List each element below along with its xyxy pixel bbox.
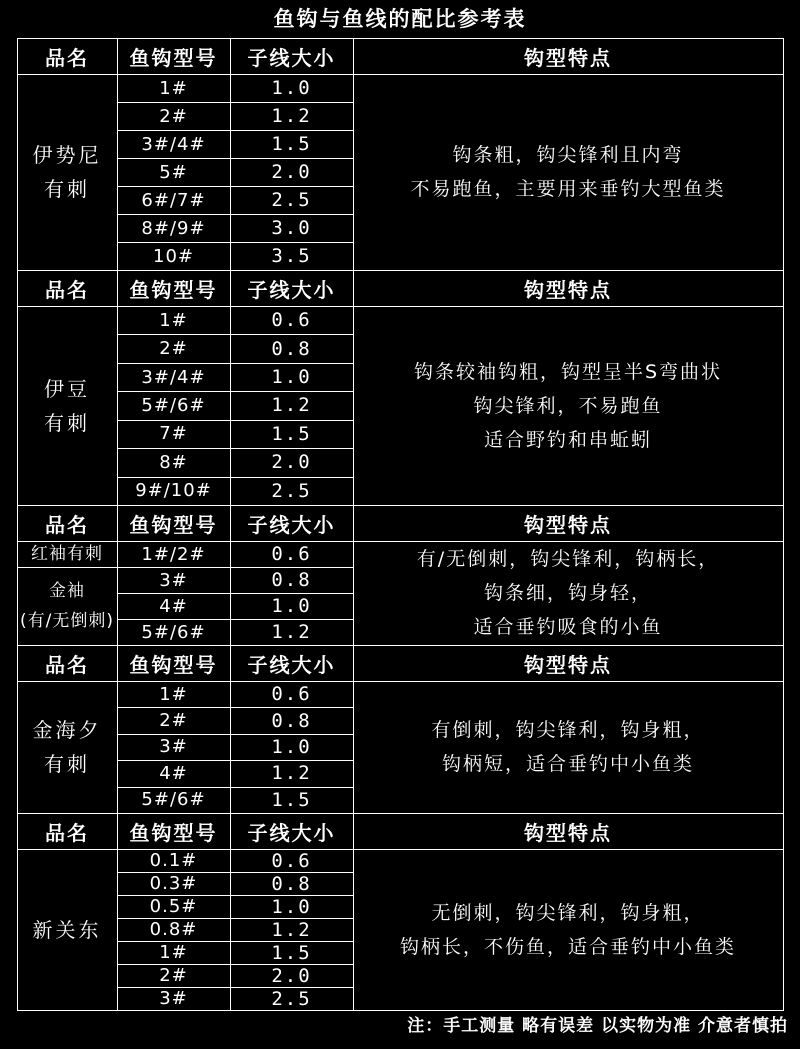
row-divider (117, 448, 353, 449)
line-size-cell: 2.0 (271, 964, 312, 987)
row-divider (117, 477, 353, 478)
hook-size-cell: 3# (159, 569, 188, 591)
section-divider (17, 505, 783, 506)
hook-size-cell: 6#/7# (141, 189, 206, 211)
product-name (17, 567, 117, 645)
line-size-cell: 1.0 (271, 77, 312, 99)
line-size-cell: 1.0 (271, 895, 312, 918)
feature-line: 适合垂钓吸食的小鱼 (473, 616, 663, 638)
hook-size-cell: 1# (159, 309, 188, 331)
hook-features (353, 74, 783, 270)
hook-size-cell: 0.5# (149, 896, 198, 917)
row-divider (117, 734, 353, 735)
hook-size-cell: 2# (159, 338, 188, 360)
line-size-cell: 0.6 (271, 543, 312, 565)
hook-features (353, 306, 783, 505)
feature-line: 钩尖锋利，不易跑鱼 (473, 394, 663, 417)
hook-features (353, 541, 783, 645)
line-size-cell: 2.5 (271, 479, 312, 502)
hook-size-cell: 10# (153, 245, 194, 267)
line-size-cell: 0.8 (271, 709, 312, 732)
feature-line: 有倒刺，钩尖锋利，钩身粗， (431, 719, 705, 741)
footnote: 注：手工测量 略有误差 以实物为准 介意者慎拍 (407, 1016, 788, 1036)
product-name-line: 新关东 (32, 917, 102, 942)
line-size-cell: 1.2 (271, 394, 312, 417)
product-name (17, 541, 117, 567)
header-hook: 鱼钩型号 (129, 820, 218, 845)
hook-size-cell: 8# (159, 451, 188, 473)
row-divider (117, 363, 353, 364)
header-name: 品名 (45, 45, 89, 70)
row-divider (117, 214, 353, 215)
feature-line: 不易跑鱼，主要用来垂钓大型鱼类 (410, 178, 726, 200)
header-feature: 钩型特点 (524, 652, 612, 677)
header-line: 子线大小 (247, 277, 336, 302)
row-divider (117, 872, 353, 873)
header-name: 品名 (45, 512, 89, 537)
line-size-cell: 3.0 (271, 217, 312, 239)
header-hook: 鱼钩型号 (129, 45, 218, 70)
product-name-line: 有刺 (44, 752, 90, 776)
line-size-cell: 1.0 (271, 366, 312, 389)
line-size-cell: 0.8 (271, 569, 312, 591)
line-size-cell: 0.8 (271, 872, 312, 895)
line-size-cell: 1.2 (271, 621, 312, 643)
hook-size-cell: 0.8# (149, 919, 198, 940)
line-size-cell: 0.6 (271, 309, 312, 332)
hook-size-cell: 4# (159, 762, 188, 784)
row-divider (117, 158, 353, 159)
row-divider (117, 102, 353, 103)
hook-size-cell: 1# (159, 942, 188, 963)
hook-size-cell: 3# (159, 736, 188, 758)
row-divider (117, 420, 353, 421)
product-name-line: 有刺 (44, 410, 90, 435)
header-name: 品名 (45, 820, 89, 845)
header-hook: 鱼钩型号 (129, 512, 218, 537)
feature-line: 有/无倒刺，钩尖锋利，钩柄长， (416, 548, 720, 570)
product-name-line: (有/无倒刺) (20, 611, 114, 631)
hook-size-cell: 5#/6# (141, 789, 206, 811)
product-name (17, 681, 117, 813)
line-size-cell: 1.0 (271, 735, 312, 758)
line-size-cell: 2.5 (271, 987, 312, 1010)
line-size-cell: 0.6 (271, 849, 312, 872)
line-size-cell: 0.8 (271, 337, 312, 360)
table-border-right (783, 38, 784, 1011)
row-divider (117, 186, 353, 187)
product-name (17, 849, 117, 1010)
header-line: 子线大小 (247, 820, 336, 845)
section-divider (17, 645, 783, 646)
row-divider (117, 760, 353, 761)
header-hook: 鱼钩型号 (129, 277, 218, 302)
product-name-line: 金海夕 (32, 718, 102, 742)
header-feature: 钩型特点 (524, 512, 612, 537)
row-divider (117, 895, 353, 896)
row-divider (117, 964, 353, 965)
feature-line: 钩条粗，钩尖锋利且内弯 (452, 144, 684, 166)
hook-size-cell: 4# (159, 595, 188, 617)
line-size-cell: 1.5 (271, 941, 312, 964)
hook-size-cell: 7# (159, 423, 188, 445)
feature-line: 无倒刺，钩尖锋利，钩身粗， (431, 901, 705, 924)
product-name (17, 74, 117, 270)
hook-size-cell: 2# (159, 105, 188, 127)
hook-features (353, 681, 783, 813)
line-size-cell: 1.5 (271, 788, 312, 811)
row-divider (117, 707, 353, 708)
hook-size-cell: 2# (159, 710, 188, 732)
line-size-cell: 3.5 (271, 245, 312, 267)
feature-line: 钩柄长，不伤鱼，适合垂钓中小鱼类 (399, 935, 736, 958)
row-divider (117, 787, 353, 788)
header-feature: 钩型特点 (524, 277, 612, 302)
row-divider (117, 391, 353, 392)
section-divider (17, 813, 783, 814)
product-name-line: 红袖有刺 (31, 544, 103, 564)
hook-size-cell: 3# (159, 988, 188, 1009)
feature-line: 钩柄短，适合垂钓中小鱼类 (441, 753, 694, 775)
name-divider (17, 567, 117, 568)
header-hook: 鱼钩型号 (129, 652, 218, 677)
product-name (17, 306, 117, 505)
hook-size-cell: 0.1# (149, 850, 198, 871)
line-size-cell: 2.0 (271, 161, 312, 183)
table-border-bottom (17, 1010, 784, 1011)
feature-line: 钩条较袖钩粗，钩型呈半S弯曲状 (413, 360, 723, 383)
feature-line: 适合野钓和串蚯蚓 (483, 428, 652, 451)
row-divider (117, 242, 353, 243)
hook-size-cell: 2# (159, 965, 188, 986)
line-size-cell: 1.0 (271, 595, 312, 617)
page-title: 鱼钩与鱼线的配比参考表 (273, 7, 527, 31)
hook-size-cell: 3#/4# (141, 366, 206, 388)
row-divider (117, 130, 353, 131)
row-divider (117, 334, 353, 335)
row-divider (117, 593, 353, 594)
hook-size-cell: 5#/6# (141, 394, 206, 416)
row-divider (117, 918, 353, 919)
section-divider (17, 270, 783, 271)
product-name-line: 伊豆 (44, 376, 90, 401)
hook-size-cell: 5#/6# (141, 621, 206, 643)
line-size-cell: 1.2 (271, 105, 312, 127)
header-name: 品名 (45, 277, 89, 302)
hook-size-cell: 1# (159, 77, 188, 99)
header-feature: 钩型特点 (524, 820, 612, 845)
product-name-line: 伊势尼 (32, 143, 102, 167)
line-size-cell: 1.5 (271, 133, 312, 155)
header-line: 子线大小 (247, 512, 336, 537)
header-feature: 钩型特点 (524, 45, 612, 70)
hook-size-cell: 5# (159, 161, 188, 183)
product-name-line: 金袖 (49, 581, 85, 601)
row-divider (117, 987, 353, 988)
row-divider (117, 941, 353, 942)
line-size-cell: 2.0 (271, 451, 312, 474)
hook-size-cell: 1#/2# (141, 543, 206, 565)
row-divider (117, 567, 353, 568)
header-line: 子线大小 (247, 652, 336, 677)
hook-size-cell: 1# (159, 683, 188, 705)
line-size-cell: 2.5 (271, 189, 312, 211)
hook-size-cell: 9#/10# (135, 480, 212, 502)
hook-size-cell: 0.3# (149, 873, 198, 894)
feature-line: 钩条细，钩身轻， (483, 582, 652, 604)
product-name-line: 有刺 (44, 177, 90, 201)
hook-features (353, 849, 783, 1010)
line-size-cell: 1.2 (271, 918, 312, 941)
row-divider (117, 619, 353, 620)
header-line: 子线大小 (247, 45, 336, 70)
line-size-cell: 1.5 (271, 422, 312, 445)
hook-size-cell: 3#/4# (141, 133, 206, 155)
line-size-cell: 0.6 (271, 683, 312, 706)
line-size-cell: 1.2 (271, 762, 312, 785)
header-name: 品名 (45, 652, 89, 677)
hook-size-cell: 8#/9# (141, 217, 206, 239)
